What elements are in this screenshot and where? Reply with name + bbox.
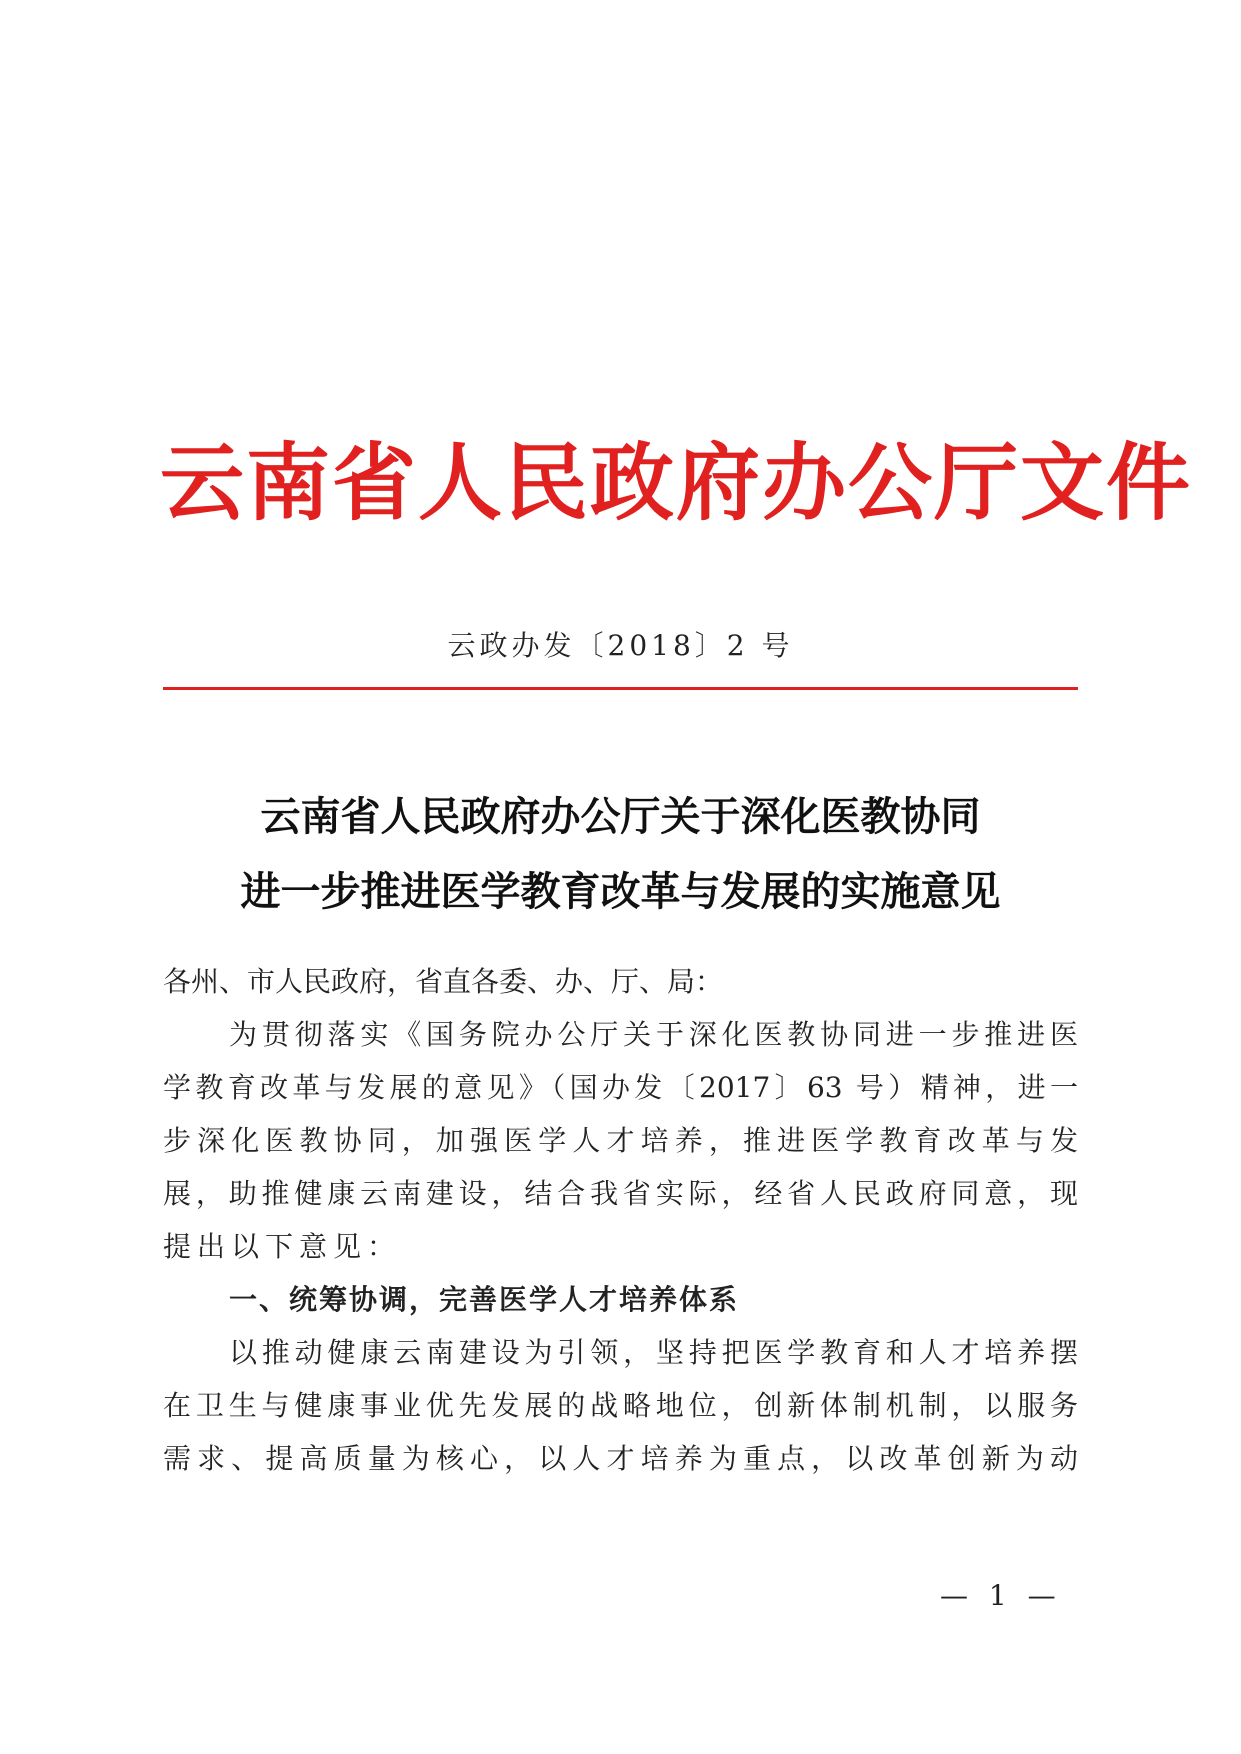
paragraph-1-line-4: 展，助推健康云南建设，结合我省实际，经省人民政府同意，现 [163,1177,1078,1210]
section-1-heading: 一、统筹协调，完善医学人才培养体系 [229,1283,740,1316]
paragraph-1-line-3: 步深化医教协同，加强医学人才培养，推进医学教育改革与发 [163,1124,1078,1157]
paragraph-1-line-5: 提出以下意见： [163,1230,402,1263]
document-masthead: 云南省人民政府办公厅文件 [160,433,1193,532]
paragraph-2-line-2: 在卫生与健康事业优先发展的战略地位，创新体制机制，以服务 [163,1389,1078,1422]
paragraph-1-line-2: 学教育改革与发展的意见》（国办发〔2017〕63 号）精神，进一 [163,1071,1078,1104]
salutation: 各州、市人民政府，省直各委、办、厅、局： [163,965,724,998]
document-title-line-1: 云南省人民政府办公厅关于深化医教协同 [260,793,981,840]
paragraph-2-line-3: 需求、提高质量为核心，以人才培养为重点，以改革创新为动 [163,1442,1078,1475]
document-number: 云政办发〔2018〕2 号 [447,629,794,662]
document-title-line-2: 进一步推进医学教育改革与发展的实施意见 [240,868,1001,915]
red-divider-line [163,687,1078,690]
page-number: — 1 — [940,1579,1062,1612]
paragraph-1-line-1: 为贯彻落实《国务院办公厅关于深化医教协同进一步推进医 [229,1018,1078,1051]
paragraph-2-line-1: 以推动健康云南建设为引领，坚持把医学教育和人才培养摆 [229,1336,1078,1369]
